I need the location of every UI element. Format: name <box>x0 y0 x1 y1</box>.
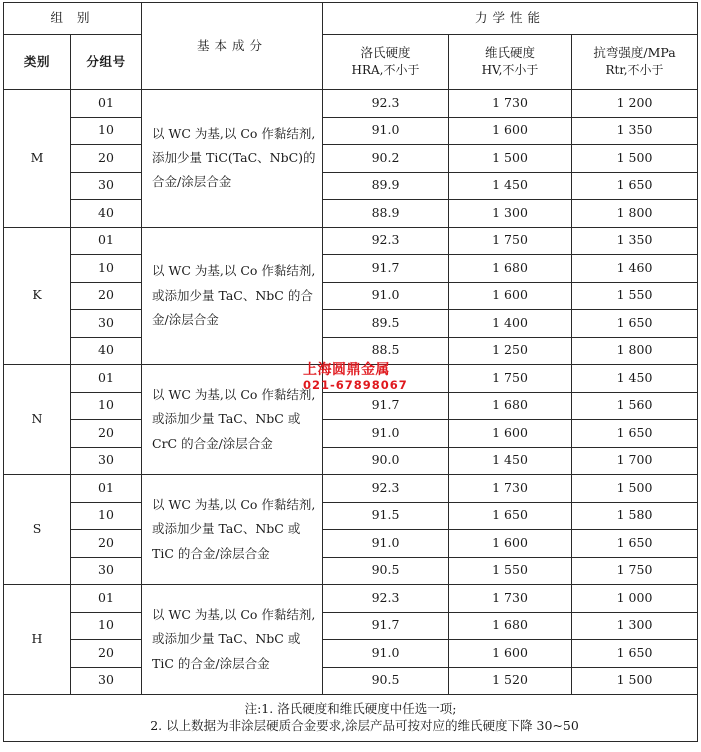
hv-cell: 1 680 <box>449 392 572 420</box>
hra-header-label: 洛氏硬度 <box>360 45 411 61</box>
note-line-2: 2. 以上数据为非涂层硬质合金要求,涂层产品可按对应的维氏硬度下降 30~50 <box>150 717 579 733</box>
rtr-cell: 1 650 <box>572 640 698 668</box>
category-cell: S <box>4 475 71 585</box>
composition-cell: 以 WC 为基,以 Co 作黏结剂,或添加少量 TaC、NbC 或 TiC 的合金/涂层合金 <box>142 585 323 695</box>
hra-cell <box>323 365 449 393</box>
subgroup-cell: 30 <box>71 447 142 475</box>
notes-cell <box>4 695 698 742</box>
table-row <box>4 172 698 200</box>
subgroup-cell: 10 <box>71 612 142 640</box>
hra-cell: 89.9 <box>323 172 449 200</box>
subgroup-cell: 20 <box>71 530 142 558</box>
hra-cell: 91.0 <box>323 530 449 558</box>
table-row <box>4 337 698 365</box>
category-cell: K <box>4 227 71 365</box>
hv-cell: 1 500 <box>449 145 572 173</box>
hv-cell: 1 680 <box>449 255 572 283</box>
hv-cell: 1 750 <box>449 365 572 393</box>
basic-composition-header: 基本成分 <box>142 3 323 90</box>
subgroup-cell: 10 <box>71 117 142 145</box>
rtr-cell: 1 650 <box>572 310 698 338</box>
subgroup-header: 分组号 <box>71 35 142 90</box>
hv-cell: 1 750 <box>449 227 572 255</box>
subgroup-cell: 30 <box>71 557 142 585</box>
subgroup-cell: 10 <box>71 502 142 530</box>
table-row <box>4 530 698 558</box>
hv-cell: 1 650 <box>449 502 572 530</box>
table-row <box>4 640 698 668</box>
hra-cell: 91.7 <box>323 612 449 640</box>
subgroup-cell: 20 <box>71 145 142 173</box>
hra-cell: 88.5 <box>323 337 449 365</box>
table-row <box>4 557 698 585</box>
table-row <box>4 585 698 613</box>
table-row <box>4 612 698 640</box>
category-cell: N <box>4 365 71 475</box>
subgroup-cell: 01 <box>71 585 142 613</box>
hv-cell: 1 600 <box>449 282 572 310</box>
hv-cell: 1 600 <box>449 117 572 145</box>
rtr-cell: 1 800 <box>572 200 698 228</box>
hv-cell: 1 730 <box>449 475 572 503</box>
rtr-cell: 1 000 <box>572 585 698 613</box>
subgroup-cell: 01 <box>71 365 142 393</box>
table-row <box>4 475 698 503</box>
table-row <box>4 392 698 420</box>
hv-header-label: 维氏硬度 <box>485 45 536 61</box>
rtr-cell: 1 500 <box>572 475 698 503</box>
subgroup-cell: 01 <box>71 475 142 503</box>
subgroup-cell: 20 <box>71 282 142 310</box>
rtr-cell: 1 560 <box>572 392 698 420</box>
hv-cell: 1 450 <box>449 447 572 475</box>
rtr-cell: 1 800 <box>572 337 698 365</box>
hra-cell: 90.2 <box>323 145 449 173</box>
table-row <box>4 310 698 338</box>
hv-cell: 1 550 <box>449 557 572 585</box>
hv-cell: 1 730 <box>449 585 572 613</box>
table-row <box>4 282 698 310</box>
hra-cell: 91.0 <box>323 117 449 145</box>
subgroup-cell: 40 <box>71 200 142 228</box>
rtr-cell: 1 350 <box>572 227 698 255</box>
hv-header <box>449 35 572 90</box>
bending-strength-header <box>572 35 698 90</box>
hra-cell: 91.5 <box>323 502 449 530</box>
rtr-cell: 1 500 <box>572 667 698 695</box>
subgroup-cell: 30 <box>71 667 142 695</box>
watermark-company: 上海圆鼎金属 <box>303 362 390 378</box>
hra-cell: 88.9 <box>323 200 449 228</box>
table-row <box>4 447 698 475</box>
rtr-cell: 1 650 <box>572 172 698 200</box>
table-row <box>4 145 698 173</box>
category-cell: H <box>4 585 71 695</box>
subgroup-cell: 40 <box>71 337 142 365</box>
rtr-cell: 1 300 <box>572 612 698 640</box>
hra-cell: 90.5 <box>323 557 449 585</box>
hra-cell: 92.3 <box>323 585 449 613</box>
subgroup-cell: 10 <box>71 255 142 283</box>
hra-cell: 91.7 <box>323 392 449 420</box>
hra-header <box>323 35 449 90</box>
subgroup-cell: 30 <box>71 172 142 200</box>
hv-cell: 1 600 <box>449 640 572 668</box>
hv-cell: 1 680 <box>449 612 572 640</box>
hra-cell: 91.0 <box>323 420 449 448</box>
composition-cell: 以 WC 为基,以 Co 作黏结剂,添加少量 TiC(TaC、NbC)的合金/涂层合金 <box>142 90 323 228</box>
subgroup-cell: 20 <box>71 640 142 668</box>
group-header: 组 别 <box>4 3 142 35</box>
carbide-spec-table <box>3 2 698 742</box>
note-line-1: 注:1. 洛氏硬度和维氏硬度中任选一项; <box>244 701 457 716</box>
hv-cell: 1 520 <box>449 667 572 695</box>
subgroup-cell: 01 <box>71 90 142 118</box>
table-row <box>4 227 698 255</box>
rtr-cell: 1 700 <box>572 447 698 475</box>
composition-cell: 以 WC 为基,以 Co 作黏结剂,或添加少量 TaC、NbC 或 CrC 的合金/涂层合金 <box>142 365 323 475</box>
category-header: 类别 <box>4 35 71 90</box>
hra-cell: 90.0 <box>323 447 449 475</box>
rtr-cell: 1 650 <box>572 530 698 558</box>
rtr-cell: 1 450 <box>572 365 698 393</box>
hra-cell: 92.3 <box>323 90 449 118</box>
table-row <box>4 502 698 530</box>
mechanical-properties-header: 力学性能 <box>323 3 698 35</box>
hv-cell: 1 450 <box>449 172 572 200</box>
hv-cell: 1 600 <box>449 530 572 558</box>
hra-cell: 89.5 <box>323 310 449 338</box>
hv-cell: 1 400 <box>449 310 572 338</box>
hra-header-unit: HRA,不小于 <box>351 63 420 78</box>
rtr-cell: 1 350 <box>572 117 698 145</box>
hra-cell: 91.7 <box>323 255 449 283</box>
category-cell: M <box>4 90 71 228</box>
hv-cell: 1 300 <box>449 200 572 228</box>
subgroup-cell: 10 <box>71 392 142 420</box>
table-row <box>4 365 698 393</box>
composition-cell: 以 WC 为基,以 Co 作黏结剂,或添加少量 TaC、NbC 的合金/涂层合金 <box>142 227 323 365</box>
rtr-cell: 1 200 <box>572 90 698 118</box>
hra-cell: 91.0 <box>323 640 449 668</box>
table-row <box>4 200 698 228</box>
rtr-cell: 1 650 <box>572 420 698 448</box>
rtr-cell: 1 500 <box>572 145 698 173</box>
subgroup-cell: 20 <box>71 420 142 448</box>
rtr-cell: 1 580 <box>572 502 698 530</box>
subgroup-cell: 01 <box>71 227 142 255</box>
rtr-cell: 1 750 <box>572 557 698 585</box>
hra-cell: 90.5 <box>323 667 449 695</box>
watermark-phone: 021-67898067 <box>303 378 408 392</box>
hra-cell: 91.0 <box>323 282 449 310</box>
table-row <box>4 667 698 695</box>
hv-cell: 1 250 <box>449 337 572 365</box>
rtr-cell: 1 460 <box>572 255 698 283</box>
table-row <box>4 90 698 118</box>
hv-cell: 1 730 <box>449 90 572 118</box>
bending-header-label: 抗弯强度/MPa <box>593 45 676 61</box>
rtr-cell: 1 550 <box>572 282 698 310</box>
table-row <box>4 255 698 283</box>
table-row <box>4 420 698 448</box>
hra-cell: 92.3 <box>323 475 449 503</box>
bending-header-unit: Rtr,不小于 <box>605 63 664 78</box>
hv-cell: 1 600 <box>449 420 572 448</box>
hv-header-unit: HV,不小于 <box>481 63 539 78</box>
hra-cell: 92.3 <box>323 227 449 255</box>
subgroup-cell: 30 <box>71 310 142 338</box>
composition-cell: 以 WC 为基,以 Co 作黏结剂,或添加少量 TaC、NbC 或 TiC 的合金/涂层合金 <box>142 475 323 585</box>
table-row <box>4 117 698 145</box>
